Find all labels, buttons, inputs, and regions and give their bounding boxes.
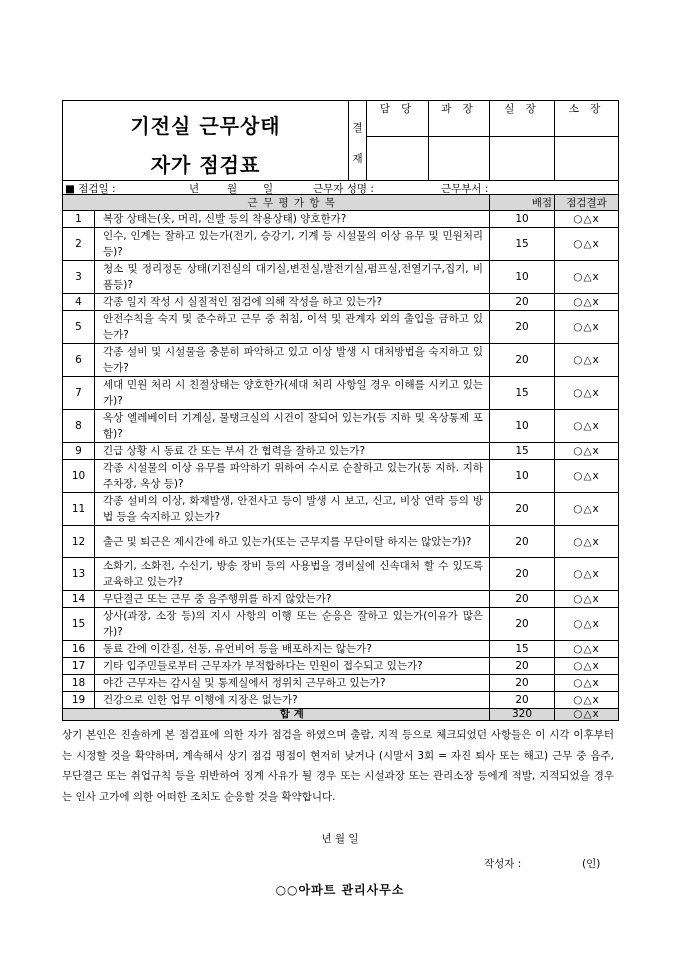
table-row [63,294,619,311]
date-month: 월 [227,183,238,195]
item-number: 8 [63,410,95,443]
item-text: 출근 및 퇴근은 제시간에 하고 있는가(또는 근무지를 무단이탈 하지는 않았는가)? [95,526,490,558]
writer-line [62,856,618,872]
item-score: 20 [490,692,555,709]
item-score: 15 [490,443,555,460]
item-text: 청소 및 정리정돈 상태(기전실의 대기실,변전실,발전기실,펌프실,전열기구,집기, 비품등)? [95,261,490,294]
table-row [63,410,619,443]
item-number: 6 [63,344,95,377]
table-row [63,377,619,410]
title-cell [63,101,349,181]
item-text: 각종 시설물의 이상 유무를 파악하기 위하여 수시로 순찰하고 있는가(동 지하. 지하 주차장, 옥상 등)? [95,460,490,493]
item-result: ○△ⅹ [555,460,619,493]
item-score: 20 [490,675,555,692]
item-text: 각종 설비 및 시설물을 충분히 파악하고 있고 이상 발생 시 대처방법을 숙지하고 있는가? [95,344,490,377]
item-result: ○△ⅹ [555,608,619,641]
table-row [63,658,619,675]
item-number: 13 [63,558,95,591]
item-result: ○△ⅹ [555,591,619,608]
table-row [63,261,619,294]
item-result: ○△ⅹ [555,261,619,294]
item-result: ○△ⅹ [555,311,619,344]
item-text: 동료 간에 이간질, 선동, 유언비어 등을 배포하지는 않는가? [95,641,490,658]
item-text: 각종 설비의 이상, 화재발생, 안전사고 등이 발생 시 보고, 신고, 비상 연락 등의 방법 등을 숙지하고 있는가? [95,493,490,526]
evaluation-form [62,100,618,898]
item-text: 세대 민원 처리 시 친절상태는 양호한가(세대 처리 사항일 경우 이해를 시키고 있는가)? [95,377,490,410]
table-row [63,228,619,261]
item-text: 야간 근무자는 감시실 및 통제실에서 정위치 근무하고 있는가? [95,675,490,692]
approval-col-staff: 담 당 [367,101,429,137]
item-text: 상사(과장, 소장 등)의 지시 사항의 이행 또는 순응은 잘하고 있는가(이유가 많은가)? [95,608,490,641]
date-label: ■ 점검일 : [65,183,116,195]
dept-label: 근무부서 : [441,183,489,195]
organization-name: ○○아파트 관리사무소 [275,883,405,897]
total-score: 320 [490,709,555,721]
item-score: 20 [490,526,555,558]
seal-mark: (인) [582,858,601,870]
item-text: 각종 일지 작성 시 실질적인 점검에 의해 작성을 하고 있는가? [95,294,490,311]
table-row [63,526,619,558]
item-number: 9 [63,443,95,460]
item-number: 18 [63,675,95,692]
item-score: 15 [490,228,555,261]
item-number: 1 [63,211,95,228]
item-text: 기타 입주민들로부터 근무자가 부적합하다는 민원이 접수되고 있는가? [95,658,490,675]
table-row [63,493,619,526]
approval-col-manager: 과 장 [429,101,490,137]
approval-col-director: 소 장 [555,101,619,137]
item-number: 15 [63,608,95,641]
item-score: 15 [490,641,555,658]
item-text: 건강으로 인한 업무 이행에 지장은 없는가? [95,692,490,709]
item-score: 10 [490,410,555,443]
item-number: 12 [63,526,95,558]
item-number: 14 [63,591,95,608]
item-number: 11 [63,493,95,526]
item-number: 16 [63,641,95,658]
item-score: 10 [490,460,555,493]
item-text: 옥상 엘레베이터 기계실, 물탱크실의 시건이 잘되어 있는가(등 지하 및 옥상통제 포함)? [95,410,490,443]
item-score: 20 [490,493,555,526]
item-result: ○△ⅹ [555,294,619,311]
total-blank [63,709,95,721]
table-row [63,558,619,591]
table-row [63,675,619,692]
total-result: ○△ⅹ [555,709,619,721]
form-table [62,100,619,721]
approval-label-top: 결 [349,101,367,137]
item-number: 4 [63,294,95,311]
item-score: 20 [490,608,555,641]
table-row [63,460,619,493]
sign-box-staff [367,137,429,181]
item-result: ○△ⅹ [555,675,619,692]
item-score: 10 [490,211,555,228]
table-row [63,608,619,641]
footer-date: 년 월 일 [321,833,359,845]
table-row [63,692,619,709]
item-text: 복장 상태는(옷, 머리, 신발 등의 착용상태) 양호한가? [95,211,490,228]
item-result: ○△ⅹ [555,493,619,526]
header-score: 배점 [490,195,555,211]
item-text: 긴급 상황 시 동료 간 또는 부서 간 협력을 잘하고 있는가? [95,443,490,460]
table-row [63,443,619,460]
table-row [63,211,619,228]
item-result: ○△ⅹ [555,228,619,261]
form-title-line2: 자가 점검표 [150,152,261,177]
date-year: 년 [189,183,200,195]
item-result: ○△ⅹ [555,658,619,675]
item-result: ○△ⅹ [555,410,619,443]
item-number: 10 [63,460,95,493]
date-day: 일 [263,183,274,195]
item-text: 소화기, 소화전, 수신기, 방송 장비 등의 사용법을 경비실에 신속대처 할 수 있도록 교육하고 있는가? [95,558,490,591]
item-result: ○△ⅹ [555,692,619,709]
item-result: ○△ⅹ [555,641,619,658]
info-row [63,181,619,195]
item-number: 19 [63,692,95,709]
item-score: 15 [490,377,555,410]
writer-label: 작성자 : [484,858,522,870]
form-title-line1: 기전실 근무상태 [130,113,281,138]
item-score: 20 [490,558,555,591]
item-number: 17 [63,658,95,675]
item-result: ○△ⅹ [555,344,619,377]
item-result: ○△ⅹ [555,526,619,558]
total-label: 합 계 [95,709,490,721]
table-row [63,591,619,608]
item-number: 7 [63,377,95,410]
item-number: 5 [63,311,95,344]
item-score: 20 [490,294,555,311]
item-result: ○△ⅹ [555,377,619,410]
item-text: 무단결근 또는 근무 중 음주행위를 하지 않았는가? [95,591,490,608]
item-number: 3 [63,261,95,294]
header-num [63,195,95,211]
item-score: 20 [490,658,555,675]
table-row [63,641,619,658]
table-row [63,344,619,377]
approval-col-chief: 실 장 [490,101,555,137]
item-number: 2 [63,228,95,261]
sign-box-director [555,137,619,181]
item-score: 20 [490,591,555,608]
name-label: 근무자 성명 : [313,183,374,195]
header-items: 근 무 평 가 항 목 [95,195,490,211]
item-score: 20 [490,311,555,344]
sign-box-chief [490,137,555,181]
sign-box-manager [429,137,490,181]
item-score: 20 [490,344,555,377]
item-result: ○△ⅹ [555,443,619,460]
pledge-statement: 상기 본인은 진솔하게 본 점검표에 의한 자가 점검을 하였으며 출람, 지적 등으로 체크되었던 사항들은 이 시각 이후부터는 시정할 것을 확약하며, 계속해서 상기 점검 평점이 현저히 낮거나 (시말서 3회 = 자진 퇴사 또는 해고) 근무 중 음주, 무단결근 또는 취업규칙 등을 위반하여 징계 사유가 될 경우 또는 시설과장 또는 관리소장 등에게 적발, 지적되었을 경우는 인사 고가에 의한 어떠한 조치도 순응할 것을 확약합니다. [62,729,614,803]
approval-label-bottom: 재 [349,137,367,181]
item-result: ○△ⅹ [555,558,619,591]
item-score: 10 [490,261,555,294]
table-row [63,311,619,344]
header-result: 점검결과 [555,195,619,211]
item-result: ○△ⅹ [555,211,619,228]
item-text: 인수, 인계는 잘하고 있는가(전기, 승강기, 기계 등 시설물의 이상 유무 및 민원처리 등)? [95,228,490,261]
item-text: 안전수칙을 숙지 및 준수하고 근무 중 취침, 이석 및 관계자 외의 출입을 금하고 있는가? [95,311,490,344]
